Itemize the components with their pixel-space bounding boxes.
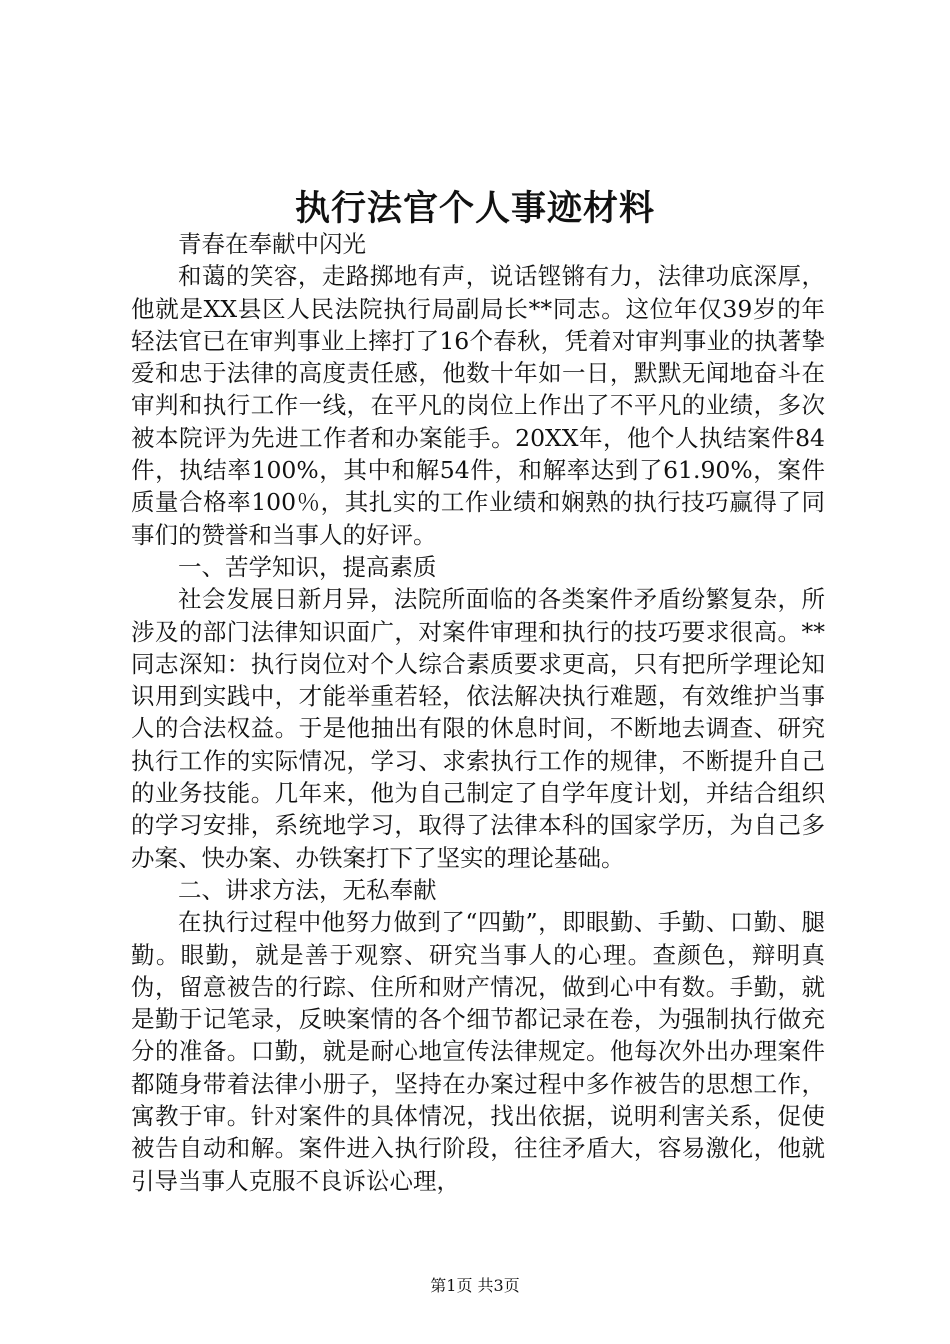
section-heading-2: 二、讲求方法，无私奉献 — [178, 875, 437, 904]
document-body — [131, 228, 825, 1197]
section-2-paragraph: 在执行过程中他努力做到了“四勤”，即眼勤、手勤、口勤、腿勤。眼勤，就是善于观察、研究当事人的心理。查颜色，辩明真伪，留意被告的行踪、住所和财产情况，做到心中有数。手勤，就是勤于记笔录，反映案情的各个细节都记录在卷，为强制执行做充分的准备。口勤，就是耐心地宣传法律规定。他每次外出办理案件都随身带着法律小册子，坚持在办案过程中多作被告的思想工作，寓教于审。针对案件的具体情况，找出依据，说明利害关系，促使被告自动和解。案件进入执行阶段，往往矛盾大，容易激化，他就引导当事人克服不良诉讼心理， — [131, 908, 825, 1195]
intro-paragraph: 和蔼的笑容，走路掷地有声，说话铿锵有力，法律功底深厚，他就是XX县区人民法院执行局副局长**同志。这位年仅39岁的年轻法官已在审判事业上摔打了16个春秋，凭着对审判事业的执著挚爱和忠于法律的高度责任感，他数十年如一日，默默无闻地奋斗在审判和执行工作一线，在平凡的岗位上作出了不平凡的业绩，多次被本院评为先进工作者和办案能手。20XX年，他个人执结案件84件，执结率100%，其中和解54件，和解率达到了61.90%，案件质量合格率100％，其扎实的工作业绩和娴熟的执行技巧赢得了同事们的赞誉和当事人的好评。 — [131, 262, 825, 549]
page-number-footer: 第1页 共3页 — [430, 1276, 520, 1295]
section-heading-1: 一、苦学知识，提高素质 — [178, 552, 437, 581]
document-title: 执行法官个人事迹材料 — [294, 188, 655, 229]
subtitle-paragraph: 青春在奉献中闪光 — [178, 230, 366, 258]
section-1-paragraph: 社会发展日新月异，法院所面临的各类案件矛盾纷繁复杂，所涉及的部门法律知识面广，对案件审理和执行的技巧要求很高。**同志深知：执行岗位对个人综合素质要求更高，只有把所学理论知识用到实践中，才能举重若轻，依法解决执行难题，有效维护当事人的合法权益。于是他抽出有限的休息时间，不断地去调查、研究执行工作的实际情况，学习、求索执行工作的规律，不断提升自己的业务技能。几年来，他为自己制定了自学年度计划，并结合组织的学习安排，系统地学习，取得了法律本科的国家学历，为自己多办案、快办案、办铁案打下了坚实的理论基础。 — [131, 585, 825, 872]
